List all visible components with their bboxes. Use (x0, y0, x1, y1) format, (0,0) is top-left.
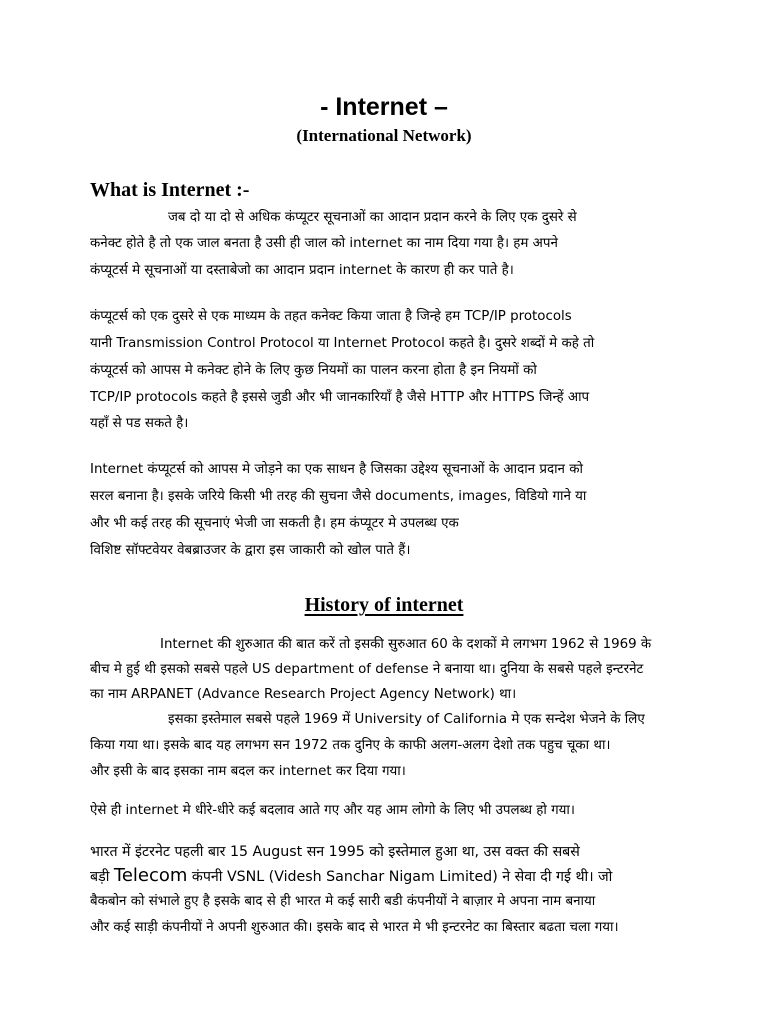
paragraph-line: इसका इस्तेमाल सबसे पहले 1969 में University of California मे एक सन्देश भेजने के लिए (168, 712, 645, 727)
paragraph-line: का नाम ARPANET (Advance Research Project Agency Network) था। (90, 687, 517, 702)
paragraph-line: और भी कई तरह की सूचनाएं भेजी जा सकती है। हम कंप्यूटर मे उपलब्ध एक (90, 516, 459, 531)
paragraph-line: यानी Transmission Control Protocol या Internet Protocol कहते है। दुसरे शब्दों मे कहे तो (90, 336, 595, 351)
telecom-emphasis: Telecom (113, 865, 188, 886)
paragraph-line: Internet कंप्यूटर्स को आपस मे जोड़ने का एक साधन है जिसका उद्देश्य सूचनाओं के आदान प्रदान को (90, 462, 583, 477)
text-run: बड़ी (90, 869, 114, 885)
paragraph-line: कंप्यूटर्स को आपस मे कनेक्ट होने के लिए कुछ नियमों का पालन करना होता है इन नियमों को (90, 363, 537, 378)
paragraph-line: यहाँ से पड सकते है। (90, 416, 189, 431)
paragraph-line: विशिष्ट सॉफ्टवेयर वेबब्राउजर के द्वारा इस जाकारी को खोल पाते हैं। (90, 543, 411, 558)
paragraph-line: बीच मे हुई थी इसको सबसे पहले US department of defense ने बनाया था। दुनिया के सबसे पहले इन्टरनेट (90, 662, 644, 677)
page-subtitle: (International Network) (296, 126, 472, 145)
text-run: कंपनी VSNL (Videsh Sanchar Nigam Limited) ने सेवा दी गई थी। जो (187, 869, 613, 885)
history-heading-text: History of internet (304, 594, 464, 616)
paragraph-line: कंप्यूटर्स को एक दुसरे से एक माध्यम के तहत कनेक्ट किया जाता है जिन्हे हम TCP/IP protocols (90, 309, 572, 324)
section-heading-history (0, 592, 768, 618)
paragraph-line: और कई साड़ी कंपनीयों ने अपनी शुरुआत की। इसके बाद से भारत मे भी इन्टरनेट का बिस्तार बढता चला गया। (90, 920, 619, 935)
page-title: - Internet – (320, 93, 448, 121)
section-heading-what-is-internet: What is Internet :- (90, 179, 250, 201)
paragraph-line: बैकबोन को संभाले हुए है इसके बाद से ही भारत मे कई सारी बडी कंपनीयों ने बाज़ार मे अपना नाम बनाया (90, 894, 596, 909)
paragraph-line: भारत में इंटरनेट पहली बार 15 August सन 1995 को इस्तेमाल हुआ था, उस वक्त की सबसे (90, 844, 580, 860)
paragraph-line: कंप्यूटर्स मे सूचनाओं या दस्ताबेजो का आदान प्रदान internet के कारण ही कर पाते है। (90, 263, 514, 278)
paragraph-line: और इसी के बाद इसका नाम बदल कर internet कर दिया गया। (90, 764, 406, 779)
paragraph-line: Internet की शुरुआत की बात करें तो इसकी सुरुआत 60 के दशकों मे लगभग 1962 से 1969 के (160, 637, 652, 652)
paragraph-line: ऐसे ही internet मे धीरे-धीरे कई बदलाव आते गए और यह आम लोगो के लिए भी उपलब्ध हो गया। (90, 803, 575, 818)
paragraph-line: जब दो या दो से अधिक कंप्यूटर सूचनाओं का आदान प्रदान करने के लिए एक दुसरे से (168, 210, 577, 225)
paragraph-line: कनेक्ट होते है तो एक जाल बनता है उसी ही जाल को internet का नाम दिया गया है। हम अपने (90, 236, 558, 251)
paragraph-line: सरल बनाना है। इसके जरिये किसी भी तरह की सुचना जैसे documents, images, विडियो गाने या (90, 489, 587, 504)
paragraph-line: TCP/IP protocols कहते है इससे जुडी और भी जानकारियाँ है जैसे HTTP और HTTPS जिन्हें आप (90, 390, 590, 405)
paragraph-line (90, 866, 612, 887)
paragraph-line: किया गया था। इसके बाद यह लगभग सन 1972 तक दुनिए के काफी अलग-अलग देशो तक पहुच चूका था। (90, 738, 611, 753)
